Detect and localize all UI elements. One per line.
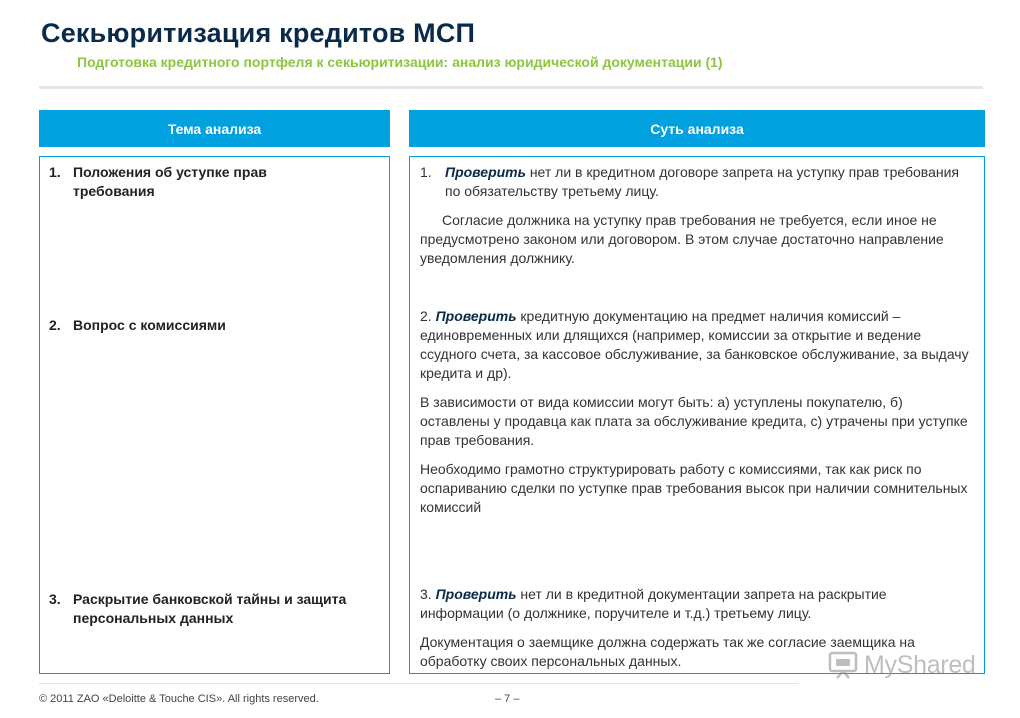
topic-item <box>49 590 349 628</box>
analysis-number: 1. <box>420 164 432 180</box>
analysis-rest: нет ли в кредитном договоре запрета на уступку прав требования по обязательству третьему лицу. <box>445 164 959 199</box>
analysis-number: 3. <box>420 586 432 602</box>
page-title: Секьюритизация кредитов МСП <box>41 18 476 48</box>
analysis-item-1 <box>420 163 970 201</box>
header-divider <box>39 86 983 89</box>
page-subtitle: Подготовка кредитного портфеля к секьюритизации: анализ юридической документации (1) <box>77 54 723 70</box>
analysis-verb: Проверить <box>435 586 517 602</box>
analysis-rest: нет ли в кредитной документации запрета на раскрытие информации (о должнике, поручителе и т.д.) третьему лицу. <box>420 586 887 621</box>
topic-text: Положения об уступке прав требования <box>73 164 267 199</box>
analysis-item-3 <box>420 585 970 623</box>
topic-number: 2. <box>49 317 61 333</box>
analysis-panel <box>409 156 985 674</box>
column-header-topic: Тема анализа <box>39 110 390 147</box>
analysis-rest: кредитную документацию на предмет наличия комиссий – единовременных или длящихся (например, комиссии за открытие и ведение ссудного счета, за кассовое обслуживание, за банковское обслуживание, за выдачу кредита и др). <box>420 308 969 381</box>
analysis-text <box>445 163 970 201</box>
watermark-text: MyShared <box>864 650 976 679</box>
topic-item <box>49 163 349 201</box>
analysis-number: 2. <box>420 308 432 324</box>
analysis-note: В зависимости от вида комиссии могут быть: а) уступлены покупателю, б) оставлены у продавца как плата за обслуживание кредита, с) утрачены при уступке прав требования. <box>420 394 968 448</box>
topic-text: Вопрос с комиссиями <box>73 317 226 333</box>
analysis-item-2 <box>420 307 970 383</box>
topics-panel <box>39 156 390 674</box>
analysis-note: Документация о заемщике должна содержать так же согласие заемщика на обработку своих персональных данных. <box>420 634 915 669</box>
topic-text: Раскрытие банковской тайны и защита персональных данных <box>73 591 347 626</box>
watermark <box>828 650 976 680</box>
analysis-verb: Проверить <box>435 308 517 324</box>
column-header-essence: Суть анализа <box>409 110 985 147</box>
page-number: – 7 – <box>495 693 520 705</box>
analysis-note: Согласие должника на уступку прав требования не требуется, если иное не предусмотрено законом или договором. В этом случае достаточно направление уведомления должнику. <box>420 212 944 266</box>
copyright-text: © 2011 ZAO «Deloitte & Touche CIS». All rights reserved. <box>39 693 319 705</box>
presentation-icon <box>828 650 858 680</box>
topic-number: 3. <box>49 591 61 607</box>
topic-item <box>49 316 349 335</box>
footer-divider <box>39 683 799 684</box>
topic-number: 1. <box>49 164 61 180</box>
analysis-verb: Проверить <box>445 164 526 180</box>
analysis-note: Необходимо грамотно структурировать работу с комиссиями, так как риск по оспариванию сделки по уступке прав требования высок при наличии сомнительных комиссий <box>420 461 968 515</box>
